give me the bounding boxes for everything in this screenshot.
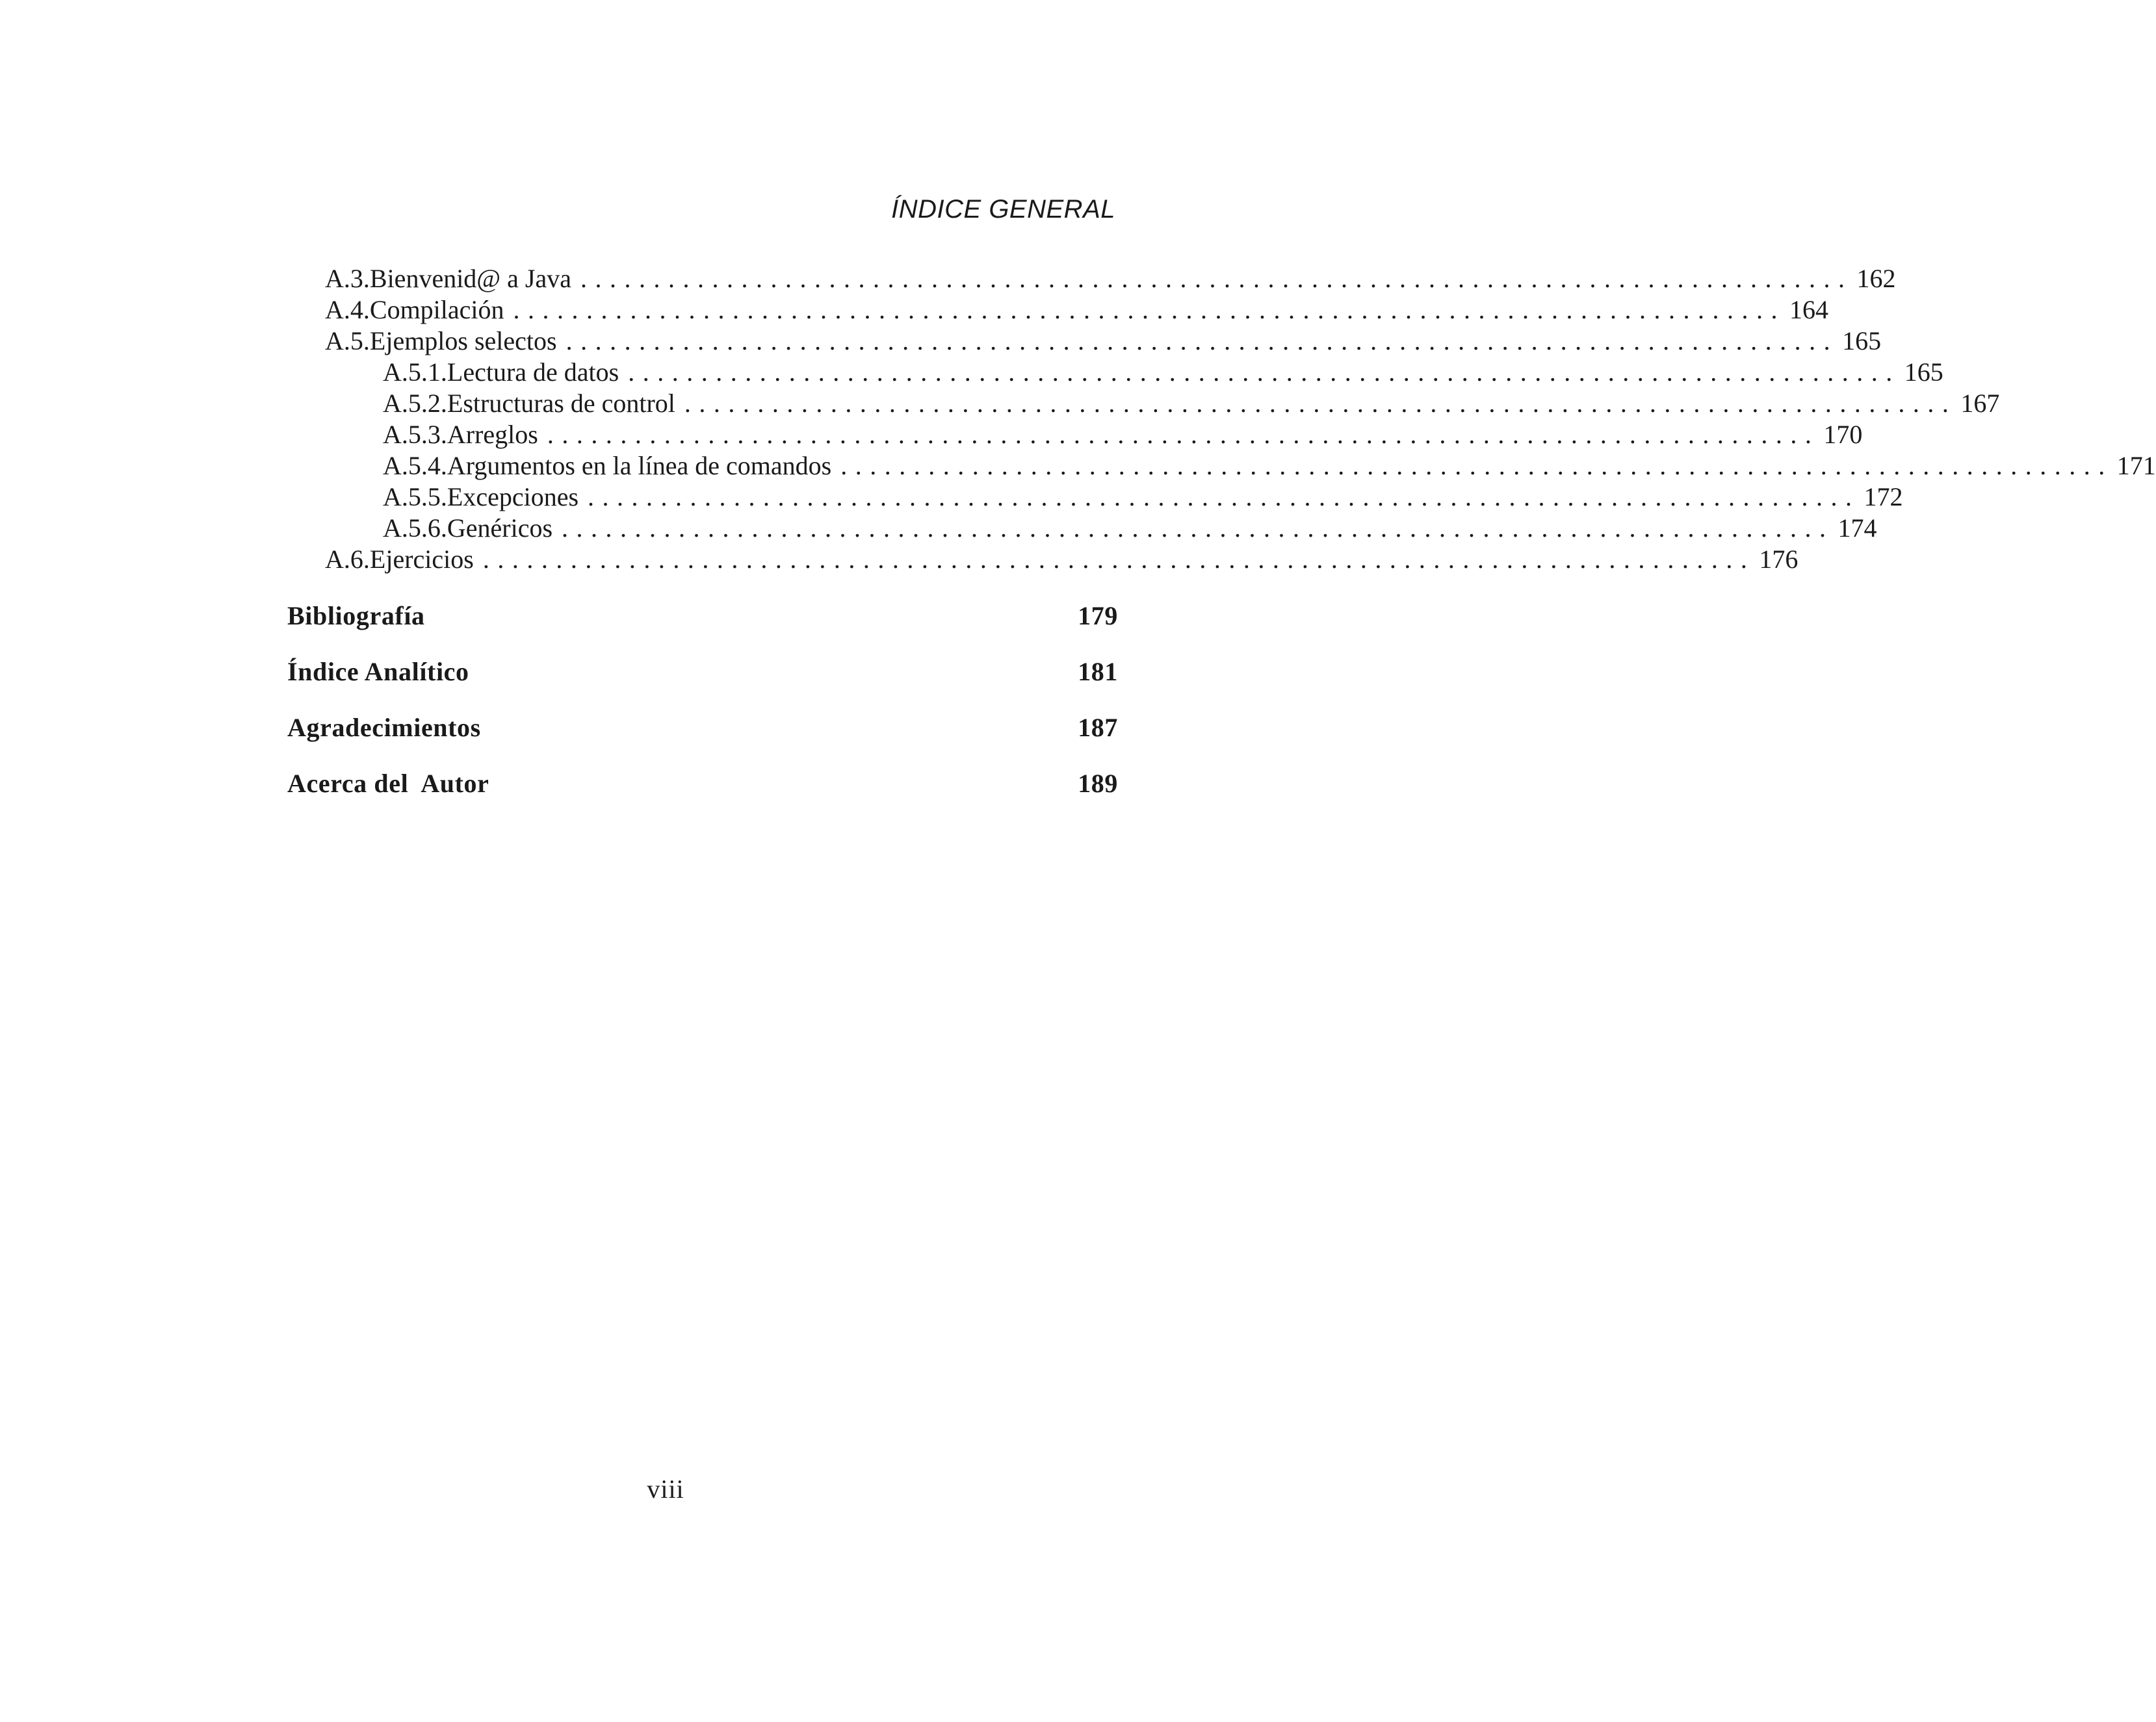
toc-entry-a5-2[interactable] — [287, 388, 2000, 419]
toc-entry-a3[interactable] — [287, 263, 1896, 294]
toc-entry-number: A.5.3. — [383, 420, 447, 449]
dot-leader: ....................................................................................... — [562, 513, 1834, 543]
dot-leader: ....................................................................................... — [588, 482, 1860, 511]
toc-entry-title: Estructuras de control — [447, 389, 675, 418]
toc-entry-page: 172 — [1864, 482, 1903, 511]
toc-chapter-title: Bibliografía — [287, 601, 425, 630]
table-of-contents — [287, 263, 2156, 812]
toc-entry-title: Compilación — [369, 295, 504, 324]
toc-entry-number: A.5.5. — [383, 482, 447, 511]
toc-entry-title: Bienvenid@ a Java — [369, 264, 571, 293]
dot-leader: ....................................................................................... — [482, 545, 1756, 574]
toc-chapter-page: 179 — [1078, 601, 1118, 630]
toc-entry-page: 162 — [1856, 264, 1896, 293]
toc-entry-number: A.3. — [325, 264, 370, 293]
toc-entry-page: 165 — [1842, 326, 1882, 355]
dot-leader: ....................................................................................... — [684, 389, 1957, 418]
toc-entry-title: Excepciones — [447, 482, 579, 511]
toc-entry-title: Genéricos — [447, 513, 553, 543]
toc-entry-number: A.5.4. — [383, 451, 447, 480]
toc-entry-title: Ejemplos selectos — [369, 326, 557, 355]
toc-entry-title: Ejercicios — [369, 545, 474, 574]
toc-entry-number: A.6. — [325, 545, 370, 574]
toc-chapters — [287, 588, 1118, 812]
toc-entry-page: 164 — [1789, 295, 1829, 324]
toc-entry-page: 165 — [1904, 357, 1943, 387]
toc-chapter-acerca-del-autor[interactable] — [287, 756, 1118, 812]
dot-leader: ....................................................................................... — [628, 357, 1901, 387]
toc-chapter-title: Acerca del Autor — [287, 769, 489, 798]
dot-leader: ....................................................................................... — [565, 326, 1839, 355]
toc-entry-a5-3[interactable] — [287, 419, 1863, 450]
toc-entry-title: Argumentos en la línea de comandos — [447, 451, 832, 480]
toc-chapter-page: 189 — [1078, 769, 1118, 798]
toc-entry-number: A.5. — [325, 326, 370, 355]
toc-chapter-indice-analitico[interactable] — [287, 644, 1118, 700]
toc-chapter-bibliografia[interactable] — [287, 588, 1118, 644]
toc-entry-a5[interactable] — [287, 326, 1882, 357]
toc-entry-page: 170 — [1823, 420, 1863, 449]
toc-entry-number: A.5.1. — [383, 357, 447, 387]
running-header: ÍNDICE GENERAL — [891, 195, 1115, 224]
toc-entry-title: Lectura de datos — [447, 357, 619, 387]
toc-entry-number: A.5.2. — [383, 389, 447, 418]
toc-entry-number: A.5.6. — [383, 513, 447, 543]
page-number: viii — [647, 1474, 684, 1504]
toc-entry-a5-1[interactable] — [287, 357, 1943, 388]
toc-chapter-agradecimientos[interactable] — [287, 700, 1118, 756]
toc-chapter-title: Índice Analítico — [287, 657, 469, 686]
toc-entry-a4[interactable] — [287, 294, 1829, 326]
dot-leader: ....................................................................................... — [513, 295, 1786, 324]
toc-entry-page: 174 — [1838, 513, 1877, 543]
toc-chapter-title: Agradecimientos — [287, 713, 481, 742]
toc-chapter-page: 187 — [1078, 713, 1118, 742]
toc-entry-page: 171 — [2116, 451, 2156, 480]
dot-leader: ....................................................................................... — [580, 264, 1853, 293]
toc-entry-a5-4[interactable] — [287, 450, 2156, 482]
toc-entry-a6[interactable] — [287, 544, 1799, 575]
toc-entry-page: 167 — [1960, 389, 2000, 418]
toc-entry-page: 176 — [1759, 545, 1799, 574]
toc-entry-number: A.4. — [325, 295, 370, 324]
dot-leader: ....................................................................................... — [547, 420, 1820, 449]
toc-entry-title: Arreglos — [447, 420, 538, 449]
toc-entry-a5-5[interactable] — [287, 482, 1903, 513]
toc-entry-a5-6[interactable] — [287, 513, 1877, 544]
dot-leader: ....................................................................................... — [840, 451, 2113, 480]
toc-chapter-page: 181 — [1078, 657, 1118, 686]
